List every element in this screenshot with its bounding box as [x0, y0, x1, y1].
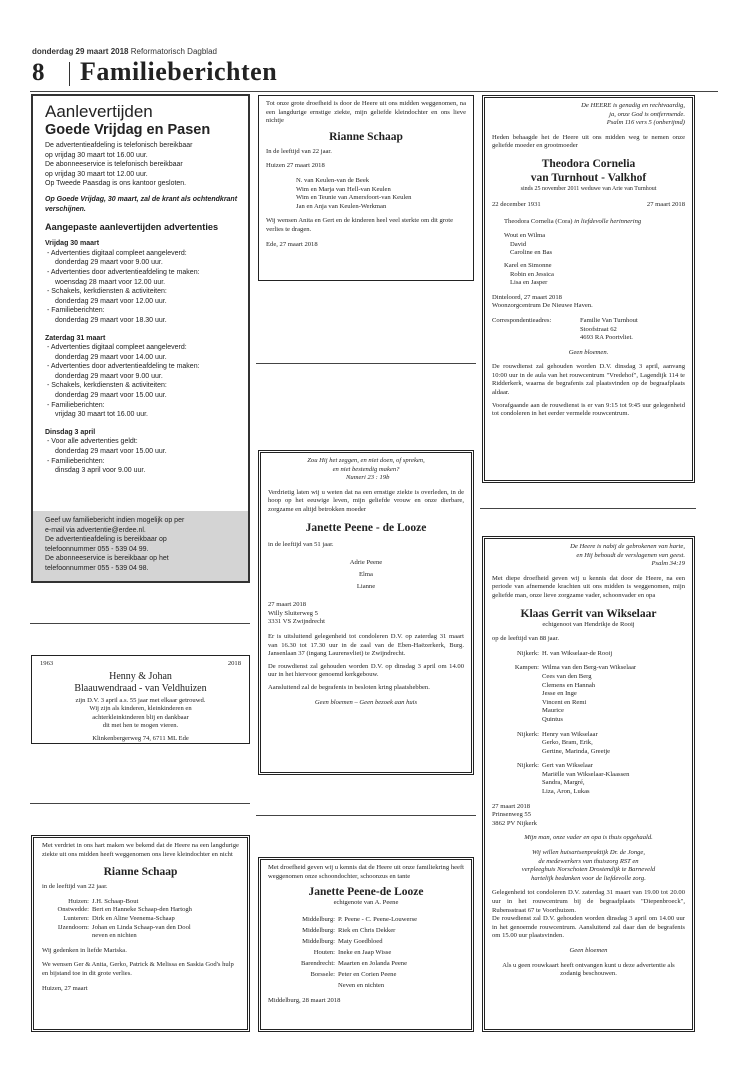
rianne-notice-2: Tot onze grote droefheid is door de Heere uit ons midden weggenomen, na een langdurige ernstige ziekte, mijn geliefde kleindochter en ons lieve nichtje Rianne Schaap In de leeftijd van 22 jaar. Huizen 27 maart 2018 N. van Keulen-van de Beek Wim en Marja van Hell-van Keulen Wim en Teunie van Amersfoort-van Keulen Jan en Anja van Keulen-Werkman Wij wensen Anita en Gert en de kinderen heel veel sterkte om dit grote verlies te dragen. Ede, 27 maart 2018 — [258, 95, 474, 281]
divider — [30, 623, 250, 624]
aanlever-title: Aanlevertijden — [45, 102, 153, 121]
aanlever-subheading: Aangepaste aanlevertijden advertenties — [45, 222, 219, 233]
anniversary-surname: Blaauwendraad - van Veldhuizen — [74, 682, 207, 694]
theodora-notice: De HEERE is genadig en rechtvaardig, ja, onze God is ontfermende. Psalm 116 vers 5 (onberijmd) Heden behaagde het de Heere uit ons midden weg te nemen onze geliefde moeder en grootmoeder Theodora Cornelia van Turnhout - Valkhof sinds 25 november 2011 weduwe van Arie van Turnhout 22 december 1931 27 maart 2018 Theodora Cornelia (Cora) in liefdevolle herinnering Wout en Wilma David Caroline en Bas Karel en Simonne Robin en Jessica Lisa en Jasper Dinteloord, 27 maart 2018 Woonzorgcentrum De Nieuwe Haven. Correspondentieadres: Familie Van Turnhout Stoofstraat 62 4693 RA Poortvliet. Geen bloemen. De rouwdienst zal gehouden worden D.V. dinsdag 3 april, aanvang 10:00 uur in de aula van het rouwcentrum "Vredehof", Lagendijk 114 te Ridderkerk, waarna de begrafenis zal plaatsvinden op de begraafplaats aldaar. Voorafgaande aan de rouwdienst is er van 9:15 tot 9:45 uur gelegenheid tot condoleren in het eerder vermelde rouwcentrum. — [482, 95, 695, 483]
divider — [256, 815, 476, 816]
anniversary-address: Klinkenbergerweg 74, 6711 ML Ede — [92, 734, 189, 742]
divider — [256, 363, 476, 364]
janette-notice-2: Met droefheid geven wij u kennis dat de Heere uit onze familiekring heeft weggenomen onze schoondochter, schoonzus en tante Janette Peene-de Looze echtgenote van A. Peene Middelburg: P. Peene - C. Peene-Louwerse Middelburg: Riek en Chris Dekker Middelburg: Maty Goedbloed Houten: Ineke en Jaap Wisse Barendrecht: Maarten en Jolanda Peene Borssele: Peter en Corien Peene Neven en nichten Middelburg, 28 maart 2018 — [258, 857, 474, 1032]
header-date: donderdag 29 maart 2018 Reformatorisch Dagblad — [32, 47, 217, 56]
anniversary-box: 1963 2018 Henny & Johan Blaauwendraad - van Veldhuizen zijn D.V. 3 april a.s. 55 jaar met elkaar getrouwd. Wij zijn als kinderen, kleinkinderen en achterkleinkinderen blij en dankbaar dit met hen te mogen vieren. Klinkenbergerweg 74, 6711 ML Ede — [31, 655, 250, 744]
page-title: Familieberichten — [80, 57, 278, 86]
divider — [69, 62, 70, 86]
aanlever-subtitle: Goede Vrijdag en Pasen — [45, 122, 211, 138]
aanlever-intro: De advertentieafdeling is telefonisch bereikbaar op vrijdag 30 maart tot 16.00 uur. De abonneeservice is telefonisch bereikbaar op vrijdag 30 maart tot 12.00 uur. Op Tweede Paasdag is ons kantoor gesloten. — [45, 142, 193, 188]
deceased-name: Theodora Cornelia — [541, 157, 636, 170]
divider — [30, 803, 250, 804]
deceased-surname: van Turnhout - Valkhof — [530, 171, 647, 184]
klaas-notice: De Heere is nabij de gebrokenen van harte, en Hij behoudt de verslagenen van geest. Psalm 34:19 Met diepe droefheid geven wij u kennis dat door de Heere, na een periode van afnemende krachten uit ons midden is weggenomen, mijn geliefde man, onze lieve zorgzame vader, schoonvader en opa Klaas Gerrit van Wikselaar echtgenoot van Hendrikje de Rooij op de leeftijd van 88 jaar. Nijkerk: H. van Wikselaar-de Rooij Kampen: Wilma van den Berg-van Wikselaar Cees van den Berg Clemens en Hannah Jesse en Inge Vincent en Remi Maurice Quintus Nijkerk: Henry van Wikselaar Gerko, Bram, Erik, Gertine, Marinda, Greetje Nijkerk: Gert van Wikselaar Mariëlle van Wikselaar-Klaassen Sandra, Margré, Liza, Aron, Lukas 27 maart 2018 Prinsenweg 55 3862 PV Nijkerk Mijn man, onze vader en opa is thuis opgehaald. Wij willen huisartsenpraktijk Dr. de Jonge, de medewerkers van thuiszorg RST en verpleeghuis Norschoten Drostendijk te Barneveld hartelijk bedanken voor de liefdevolle zorg. Gelegenheid tot condoleren D.V. zaterdag 31 maart van 19.00 tot 20.00 uur in het rouwcentrum bij de begraafplaats "Diepenbroeck", Rubensstraat 67 te Voorthuizen. De rouwdienst zal D.V. gehouden worden dinsdag 3 april om 14.00 uur in het genoemde rouwcentrum. Aansluitend zal daar dan de begrafenis om 15.00 uur plaatsvinden. Geen bloemen Als u geen rouwkaart heeft ontvangen kunt u deze advertentie als zodanig beschouwen. — [482, 536, 695, 1032]
deceased-name: Janette Peene-de Looze — [308, 886, 424, 899]
deceased-name: Rianne Schaap — [329, 130, 403, 143]
anniversary-names: Henny & Johan — [109, 670, 172, 682]
janette-notice-1: Zou Hij het zeggen, en niet doen, of spreken, en niet bestendig maken? Numeri 23 : 19b Verdrietig laten wij u weten dat na een ernstige ziekte is overleden, in de hoop op het eeuwige leven, mijn geliefde vrouw en onze dierbare, zorgzame en altijd betrokken moeder Janette Peene - de Looze in de leeftijd van 51 jaar. Adrie Peene Elma Lianne 27 maart 2018 Willy Sluiterweg 5 3331 VS Zwijndrecht Er is uitsluitend gelegenheid tot condoleren D.V. op zaterdag 31 maart van 16.30 tot 17.30 uur in de zaal van de Eben-Haëzerkerk, Burg. Jansenlaan 37 (ingang Laurensvliet) te Zwijndrecht. De rouwdienst zal gehouden worden D.V. op dinsdag 3 april om 14.00 uur in het hiervoor genoemd kerkgebouw. Aansluitend zal de begrafenis in besloten kring plaatshebben. Geen bloemen – Geen bezoek aan huis — [258, 450, 474, 775]
deceased-name: Rianne Schaap — [103, 866, 178, 879]
rianne-notice-1: Met verdriet in ons hart maken we bekend dat de Heere na een langdurige ziekte uit ons midden heeft weggenomen ons lieve kleindochter en nicht Rianne Schaap in de leeftijd van 22 jaar. Huizen: J.H. Schaap-Bout Onstwedde: Bert en Hanneke Schaap-den Hartogh Lunteren: Dirk en Aline Veenema-Schaap IJzendoorn: Johan en Linda Schaap-van den Dool neven en nichten Wij gedenken in liefde Mariska. We wensen Ger & Anita, Gerko, Patrick & Melissa en Saskia God's hulp en bijstand toe in dit grote verlies. Huizen, 27 maart — [31, 835, 250, 1032]
divider — [480, 508, 696, 509]
page-number: 8 — [32, 59, 45, 86]
aanlever-days: Vrijdag 30 maart - Advertenties digitaal compleet aangeleverd: donderdag 29 maart voor 9.00 uur. - Advertenties door advertentieafdeling te maken: woensdag 28 maart voor 12.00 uur. - Schakels, kerkdiensten & activiteiten: donderdag 29 maart voor 12.00 uur. - Familieberichten: donderdag 29 maart voor 18.30 uur. Zaterdag 31 maart - Advertenties digitaal compleet aangeleverd: donderdag 29 maart voor 14.00 uur. - Advertenties door advertentieafdeling te maken: donderdag 29 maart voor 9.00 uur. - Schakels, kerkdiensten & activiteiten: donderdag 29 maart voor 15.00 uur. - Familieberichten: vrijdag 30 maart tot 16.00 uur. Dinsdag 3 april - Voor alle advertenties geldt: donderdag 29 maart voor 15.00 uur. - Familieberichten: dinsdag 3 april voor 9.00 uur. — [45, 239, 238, 476]
aanlever-notice: Op Goede Vrijdag, 30 maart, zal de krant als ochtendkrant verschijnen. — [45, 195, 238, 213]
divider — [30, 91, 718, 92]
aanlevertijden-box — [31, 94, 250, 583]
deceased-name: Klaas Gerrit van Wikselaar — [520, 607, 657, 620]
aanlever-footer: Geef uw familiebericht indien mogelijk op per e-mail via advertentie@erdee.nl. De advertentieafdeling is bereikbaar op telefoonnummer 055 - 539 04 99. De abonneeservice is bereikbaar op het telefoonnummer 055 - 539 04 98. — [33, 511, 248, 581]
deceased-name: Janette Peene - de Looze — [305, 521, 427, 534]
